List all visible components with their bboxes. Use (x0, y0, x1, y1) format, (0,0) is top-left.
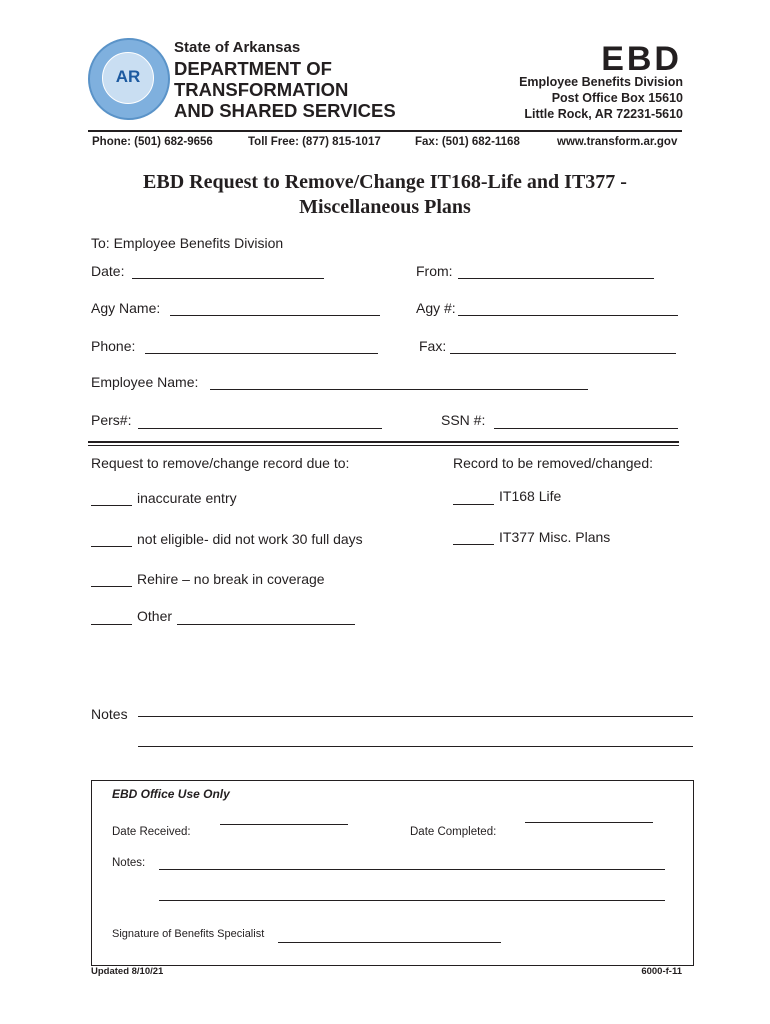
record-it377-blank[interactable] (453, 544, 494, 545)
reason-other-field[interactable] (177, 624, 355, 625)
title-line-2: Miscellaneous Plans (299, 196, 471, 218)
dept-line-2: TRANSFORMATION (174, 79, 349, 100)
phone-number: Phone: (501) 682-9656 (92, 136, 213, 148)
from-label: From: (416, 263, 453, 279)
date-received-label: Date Received: (112, 826, 191, 838)
agy-number-label: Agy #: (416, 300, 456, 316)
division-address (519, 74, 683, 122)
ebd-logo-text: EBD (601, 40, 682, 78)
record-it168-blank[interactable] (453, 504, 494, 505)
pers-field[interactable] (138, 428, 382, 429)
dept-line-3: AND SHARED SERVICES (174, 100, 396, 121)
agy-name-label: Agy Name: (91, 300, 161, 316)
signature-field[interactable] (278, 942, 501, 943)
to-line: To: Employee Benefits Division (91, 235, 284, 251)
employee-name-field[interactable] (210, 389, 588, 390)
office-notes-line-2[interactable] (159, 900, 665, 901)
website-link[interactable]: www.transform.ar.gov (557, 136, 678, 148)
from-field[interactable] (458, 278, 654, 279)
section-divider-top (88, 441, 679, 443)
reason-rehire-blank[interactable] (91, 586, 132, 587)
signature-label: Signature of Benefits Specialist (112, 928, 265, 940)
pers-label: Pers#: (91, 412, 132, 428)
state-name: State of Arkansas (174, 39, 301, 56)
address-line-2: Post Office Box 15610 (551, 91, 683, 105)
date-field[interactable] (132, 278, 324, 279)
office-use-heading: EBD Office Use Only (112, 787, 230, 801)
form-number: 6000-f-11 (641, 966, 682, 977)
seal-ar-text: AR (115, 67, 141, 86)
notes-line-2[interactable] (138, 746, 693, 747)
record-header: Record to be removed/changed: (453, 455, 654, 471)
reason-other-label: Other (137, 608, 173, 624)
agy-number-field[interactable] (458, 315, 678, 316)
reason-not-eligible-blank[interactable] (91, 546, 132, 547)
fax-field[interactable] (450, 353, 676, 354)
seal-center (102, 52, 154, 104)
fax-label: Fax: (419, 338, 447, 354)
department-name (174, 58, 396, 121)
title-line-1: EBD Request to Remove/Change IT168-Life and IT377 - (143, 171, 627, 193)
header-divider (88, 130, 682, 132)
phone-label: Phone: (91, 338, 136, 354)
reason-header: Request to remove/change record due to: (91, 455, 350, 471)
date-received-field[interactable] (220, 824, 348, 825)
agy-name-field[interactable] (170, 315, 380, 316)
form-title (0, 170, 770, 220)
employee-name-label: Employee Name: (91, 374, 199, 390)
ssn-label: SSN #: (441, 412, 486, 428)
reason-inaccurate-blank[interactable] (91, 505, 132, 506)
toll-free-number: Toll Free: (877) 815-1017 (248, 136, 381, 148)
address-line-1: Employee Benefits Division (519, 75, 683, 89)
notes-line-1[interactable] (138, 716, 693, 717)
reason-not-eligible-label: not eligible- did not work 30 full days (137, 531, 363, 547)
ssn-field[interactable] (494, 428, 678, 429)
office-notes-line-1[interactable] (159, 869, 665, 870)
record-it168-label: IT168 Life (499, 488, 562, 504)
reason-rehire-label: Rehire – no break in coverage (137, 571, 325, 587)
reason-other-blank[interactable] (91, 624, 132, 625)
phone-field[interactable] (145, 353, 378, 354)
address-line-3: Little Rock, AR 72231-5610 (524, 107, 683, 121)
date-completed-field[interactable] (525, 822, 653, 823)
date-label: Date: (91, 263, 125, 279)
dept-line-1: DEPARTMENT OF (174, 58, 332, 79)
record-it377-label: IT377 Misc. Plans (499, 529, 611, 545)
updated-date: Updated 8/10/21 (91, 966, 164, 977)
office-notes-label: Notes: (112, 857, 146, 869)
date-completed-label: Date Completed: (410, 826, 497, 838)
reason-inaccurate-label: inaccurate entry (137, 490, 237, 506)
arkansas-seal-logo (88, 38, 170, 120)
section-divider-bottom (88, 445, 679, 446)
notes-label: Notes (91, 706, 128, 722)
fax-number: Fax: (501) 682-1168 (415, 136, 520, 148)
